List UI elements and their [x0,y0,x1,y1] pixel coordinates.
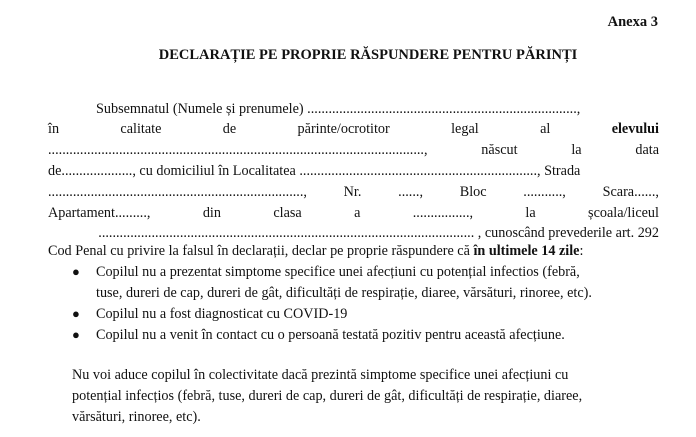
form-word: născut [481,142,518,158]
penal-text: Cod Penal cu privire la falsul în declarații, declar pe proprie răspundere că [48,243,474,259]
form-word: clasa [273,205,302,221]
bullet-text: Copilul nu a venit în contact cu o persoană testată pozitiv pentru această afecțiune. [96,327,565,343]
form-line-penal [48,242,659,260]
form-blank: ..........., [523,184,566,200]
bullet-text: tuse, dureri de cap, dureri de gât, dificultăți de respirație, diaree, vărsături, rinoree, etc). [96,285,592,301]
form-line-birth [48,141,659,159]
form-blank: ......, [398,184,423,200]
penal-bold: în ultimele 14 zile [473,243,580,259]
form-word: data [635,142,659,158]
form-line-address: de...................., cu domiciliul în Localitatea ..................................................................., Strada [48,163,581,179]
form-word: Scara......, [602,184,659,200]
form-line-name: Subsemnatul (Numele și prenumele) ............................................................................, [96,101,581,117]
bullet-icon: ● [72,327,80,342]
form-word: de [222,121,237,137]
closing-line: Nu voi aduce copilul în colectivitate dacă prezintă simptome specifice unei afecțiuni cu [72,367,569,383]
bullet-icon: ● [72,264,80,279]
form-word: la [571,142,582,158]
form-word-pupil: elevului [611,121,659,137]
form-word: ................, [412,205,474,221]
form-line-class [48,204,659,222]
form-word: la [525,205,536,221]
form-word: al [540,121,551,137]
form-word: legal [451,121,479,137]
annex-label: Anexa 3 [607,14,658,30]
form-word: Bloc [459,184,487,200]
form-word: din [202,205,221,221]
form-blank: ........................................................................, [48,184,307,200]
form-word: părinte/ocrotitor [297,121,390,137]
form-word: școala/liceul [588,205,659,221]
document-title: DECLARAȚIE PE PROPRIE RĂSPUNDERE PENTRU PĂRINȚI [158,47,578,63]
form-word: calitate [120,121,162,137]
form-word: în [48,121,60,137]
form-line-building [48,183,659,201]
form-line-capacity [48,120,659,138]
form-blank: .........................................................................................................., [48,142,428,158]
form-word: Apartament........., [48,205,151,221]
bullet-text: Copilul nu a fost diagnosticat cu COVID-19 [96,306,348,322]
bullet-text: Copilul nu a prezentat simptome specifice unei afecțiuni cu potențial infectios (febră, [96,264,580,280]
form-word: a [354,205,361,221]
closing-line: potențial infecțios (febră, tuse, dureri de cap, dureri de gât, dificultăți de respirație, diaree, [72,388,583,404]
penal-end: : [579,243,584,259]
form-line-school: .......................................................................................................... , cunoscând prevederile art. 292 [98,225,659,241]
closing-line: vărsături, rinoree, etc). [72,409,201,425]
bullet-icon: ● [72,306,80,321]
form-word: Nr. [343,184,362,200]
